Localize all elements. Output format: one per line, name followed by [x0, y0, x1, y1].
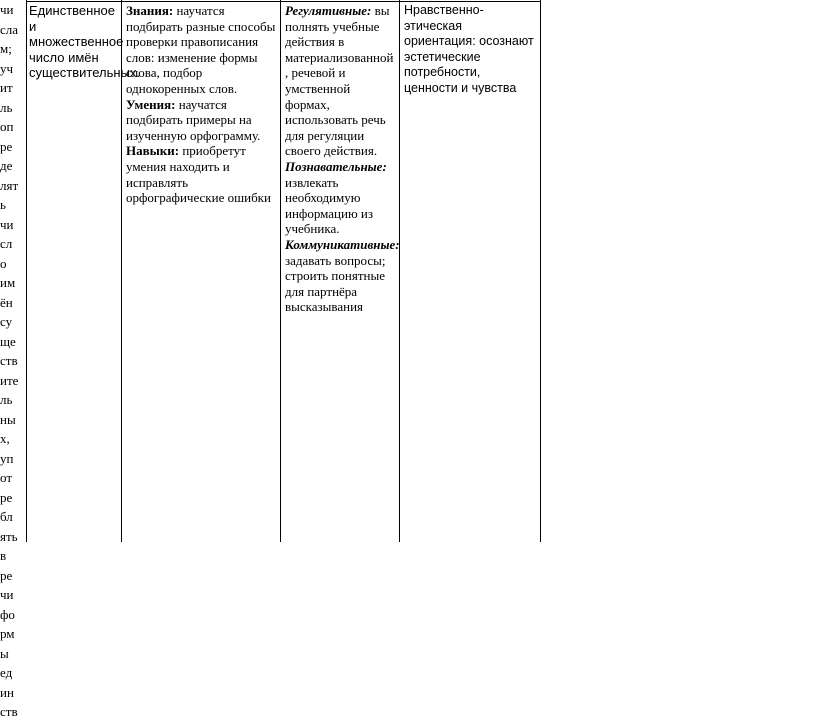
column-fragment: ств [0, 704, 18, 719]
cognitive-text: извлекать необходимую информацию из учебника. [285, 174, 374, 237]
communicative-label: Коммуникативные: [285, 236, 400, 252]
communicative-text: задавать вопросы; строить понятные для партнёра высказывания [285, 252, 386, 315]
column-fragment: лят [0, 177, 19, 193]
knowledge-text: научатся подбирать разные способы проверки правописания слов: изменение формы слова, подбор однокоренных слов. [126, 3, 276, 96]
column-fragment: м; [0, 41, 12, 56]
column-fragment: ре [0, 138, 13, 154]
column-fragment: сла [0, 21, 19, 37]
truncated-column-text [0, 0, 24, 722]
column-fragment: су [0, 314, 13, 329]
column-fragment: чи [0, 587, 14, 602]
column-fragment: ит [0, 80, 13, 95]
cognitive-label: Познавательные: [285, 158, 387, 174]
knowledge-label: Знания: [126, 3, 174, 18]
column-fragment: ите [0, 372, 19, 388]
column-fragment: уч [0, 60, 14, 76]
column-divider-1 [26, 0, 27, 542]
column-fragment: ль [0, 392, 13, 407]
column-fragment: ь [0, 197, 6, 212]
uud-cell [285, 3, 400, 315]
skills-label: Умения: [126, 96, 176, 112]
column-fragment: о [0, 255, 7, 271]
subject-results-cell [126, 3, 276, 206]
lesson-topic-cell [29, 3, 141, 81]
column-fragment: чи [0, 2, 14, 17]
column-divider-2 [121, 0, 122, 542]
personal-results-cell [404, 3, 536, 96]
column-divider-5 [540, 0, 541, 542]
column-fragment: щe [0, 333, 16, 349]
column-fragment: ён [0, 294, 13, 310]
skills-text: научатся подбирать примеры на изученную орфограмму. [126, 96, 261, 143]
column-fragment: бл [0, 509, 13, 524]
column-fragment: ять [0, 528, 18, 544]
column-fragment: ств [0, 353, 18, 368]
column-fragment: от [0, 470, 13, 485]
column-fragment: ы [0, 645, 9, 661]
column-divider-3 [280, 0, 281, 542]
column-fragment: ин [0, 684, 14, 700]
column-fragment: чи [0, 216, 14, 232]
lesson-topic: Единственное и множественное число имён существительных. [29, 3, 141, 80]
regulative-label: Регулятивные: [285, 3, 372, 18]
habits-text: приобретут умения находить и исправлять орфографические ошибки [126, 143, 271, 206]
column-fragment: ед [0, 665, 13, 680]
column-fragment: де [0, 158, 13, 173]
column-fragment: сл [0, 236, 13, 251]
regulative-text: вы полнять учебные действия в материализованной , речевой и умственной формах, использовать речь для регуляции своего действия. [285, 3, 394, 159]
column-fragment: ны [0, 411, 16, 427]
habits-label: Навыки: [126, 143, 180, 159]
table-top-border [27, 1, 541, 2]
column-fragment: фо [0, 606, 15, 622]
personal-results: Нравственно-этическая ориентация: осознают эстетические потребности, ценности и чувства [404, 3, 534, 95]
column-fragment: в [0, 548, 7, 563]
column-fragment: рм [0, 626, 15, 641]
column-divider-4 [399, 0, 400, 542]
column-fragment: уп [0, 450, 14, 466]
column-fragment: ре [0, 567, 13, 583]
column-fragment: ль [0, 99, 13, 115]
column-fragment: ре [0, 489, 13, 505]
column-fragment: х, [0, 431, 10, 446]
column-fragment: оп [0, 119, 14, 134]
column-fragment: им [0, 275, 16, 290]
